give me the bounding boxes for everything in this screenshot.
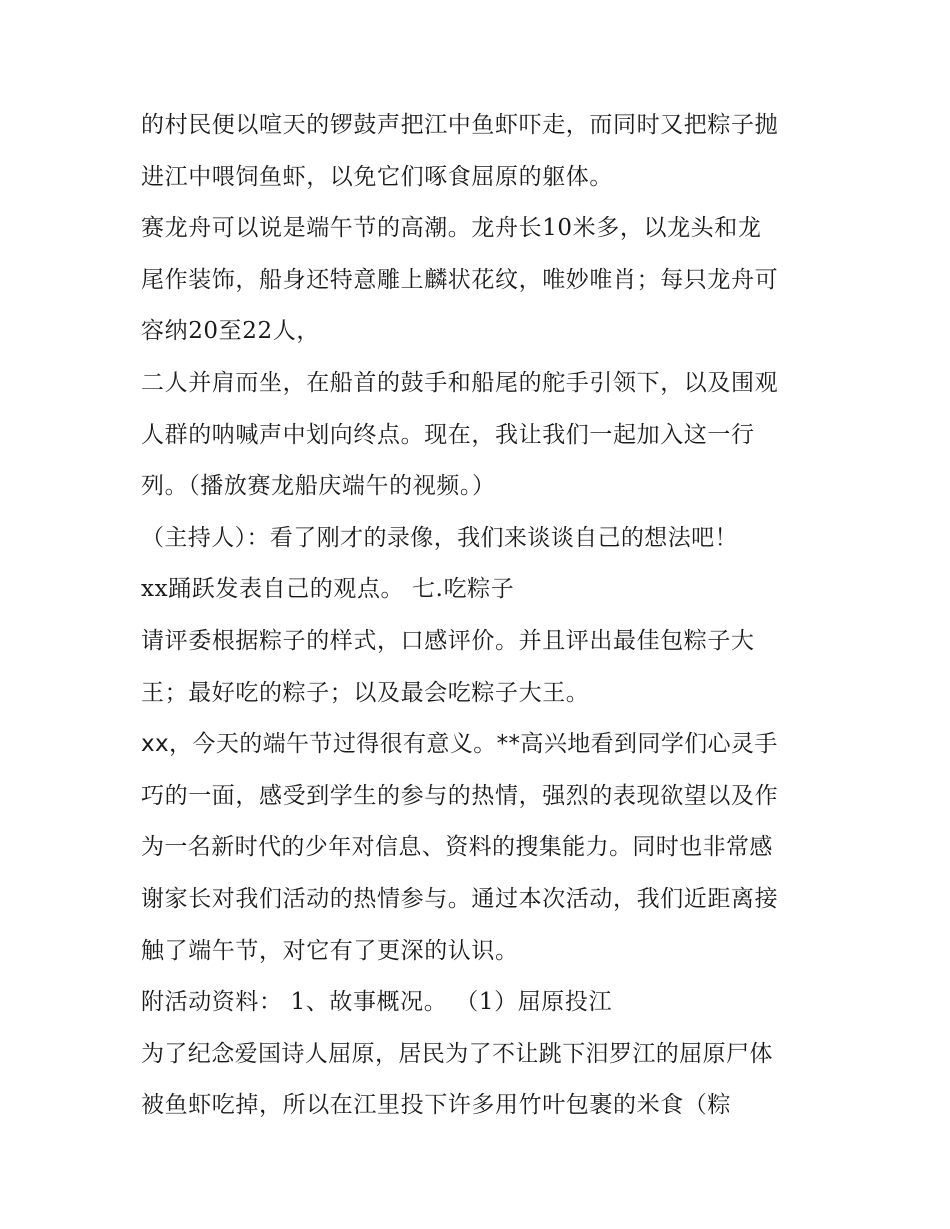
text-line: xx，今天的端午节过得很有意义。**高兴地看到同学们心灵手 (141, 731, 778, 758)
text-line: 请评委根据粽子的样式，口感评价。并且评出最佳包粽子大 (141, 627, 755, 654)
text-line: 为了纪念爱国诗人屈原，居民为了不让跳下汨罗江的屈原尸体 (141, 1040, 773, 1067)
text-line: 赛龙舟可以说是端午节的高潮。龙舟长10米多，以龙头和龙 (141, 215, 762, 242)
text-line: 附活动资料： 1、故事概况。 （1）屈原投江 (141, 989, 613, 1016)
text-line: xx踊跃发表自己的观点。 七.吃粽子 (141, 576, 515, 603)
text-line: 为一名新时代的少年对信息、资料的搜集能力。同时也非常感 (141, 834, 773, 861)
text-line: 的村民便以喧天的锣鼓声把江中鱼虾吓走，而同时又把粽子抛 (141, 112, 779, 138)
text-line: （主持人）：看了刚才的录像，我们来谈谈自己的想法吧！ (141, 524, 738, 551)
text-line: 触了端午节，对它有了更深的认识。 (141, 937, 519, 964)
text-line: 巧的一面，感受到学生的参与的热情，强烈的表现欲望以及作 (141, 782, 779, 809)
text-line: 王；最好吃的粽子；以及最会吃粽子大王。 (141, 679, 590, 706)
text-line: 尾作装饰，船身还特意雕上麟状花纹，唯妙唯肖；每只龙舟可 (141, 266, 779, 293)
text-line: 容纳20至22人， (141, 318, 320, 345)
document-body (141, 100, 821, 1132)
text-line: 列。（播放赛龙船庆端午的视频。） (141, 473, 496, 500)
text-line: 被鱼虾吃掉，所以在江里投下许多用竹叶包裹的米食（粽 (141, 1092, 731, 1119)
text-line: 二人并肩而坐，在船首的鼓手和船尾的舵手引领下，以及围观 (141, 369, 779, 396)
text-line: 人群的呐喊声中划向终点。现在，我让我们一起加入这一行 (141, 421, 755, 448)
text-line: 谢家长对我们活动的热情参与。通过本次活动，我们近距离接 (141, 885, 779, 912)
text-line: 进江中喂饲鱼虾，以免它们啄食屈原的躯体。 (141, 163, 613, 190)
